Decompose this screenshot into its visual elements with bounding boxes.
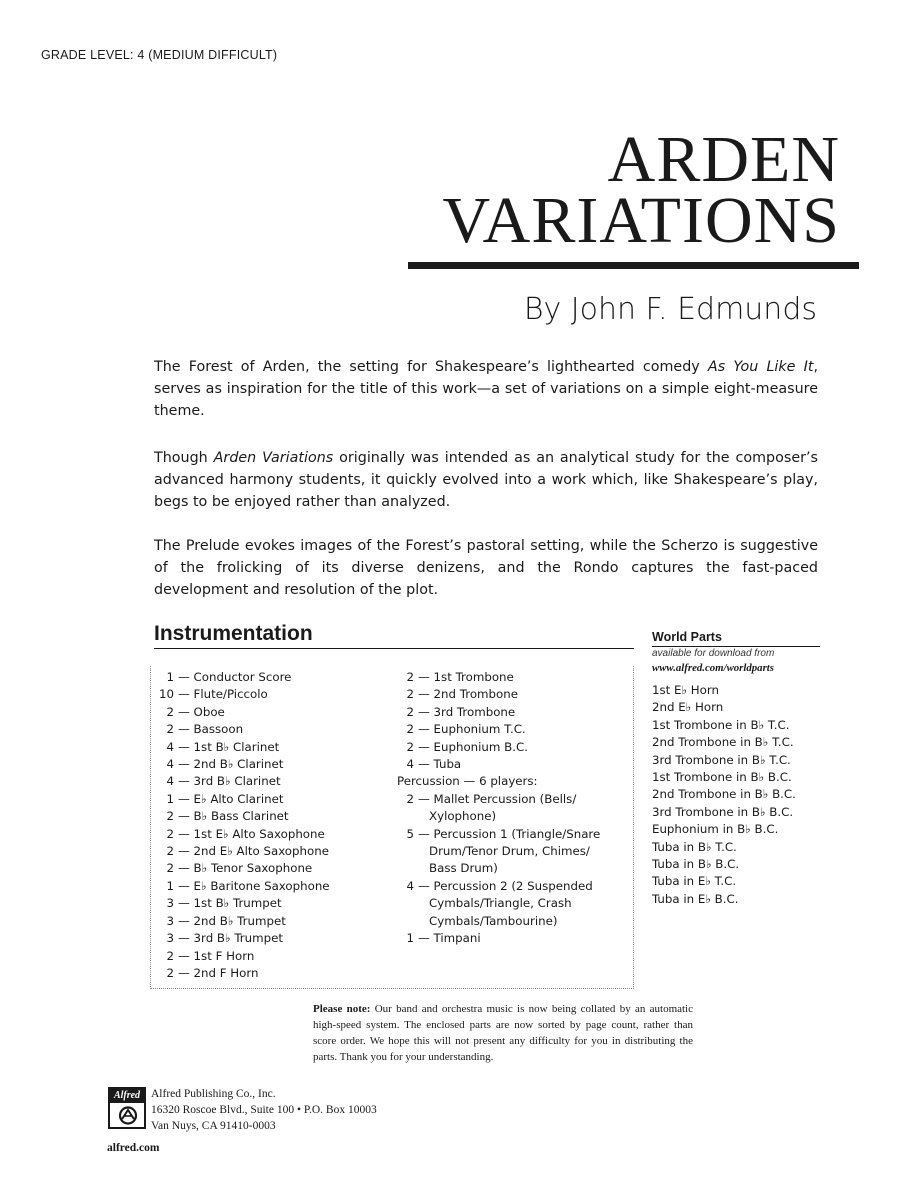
world-parts-availability: available for download from — [652, 648, 775, 659]
publisher-address — [151, 1086, 377, 1134]
instrument-count: 2 — [406, 687, 414, 702]
world-parts-list — [652, 682, 796, 908]
instrument-name: — 2nd E♭ Alto Saxophone — [178, 844, 329, 859]
instrument-name: — 2nd B♭ Trumpet — [178, 913, 286, 928]
instrument-count: 4 — [166, 757, 174, 772]
instrument-row — [397, 826, 637, 843]
instrument-count: 2 — [406, 791, 414, 806]
instrument-count: 2 — [406, 739, 414, 754]
instrument-row — [397, 913, 637, 930]
instrument-count: 1 — [406, 931, 414, 946]
alfred-logo — [108, 1087, 146, 1129]
instrument-count: 2 — [166, 809, 174, 824]
instrument-name: — Bassoon — [178, 722, 244, 737]
intro-paragraph-2 — [154, 447, 818, 513]
title-line-2: VARIATIONS — [442, 184, 840, 257]
world-part-item: 3rd Trombone in B♭ T.C. — [652, 752, 791, 767]
instrument-name: — 2nd F Horn — [178, 965, 259, 980]
logo-wordmark: Alfred — [110, 1089, 144, 1103]
instrument-count: 1 — [166, 791, 174, 806]
instrument-name: — 1st Trombone — [418, 670, 514, 684]
instrument-row — [397, 843, 637, 860]
instrument-name: — 1st B♭ Clarinet — [178, 739, 280, 754]
world-part-item: 2nd E♭ Horn — [652, 700, 724, 715]
instrument-row — [157, 948, 387, 965]
instrument-name: — B♭ Bass Clarinet — [178, 809, 289, 824]
instrument-name: — Euphonium T.C. — [418, 722, 526, 737]
instrument-name: — 3rd B♭ Clarinet — [178, 774, 281, 789]
instrument-name: — 1st F Horn — [178, 948, 255, 963]
instrument-name: — 2nd Trombone — [418, 687, 518, 702]
instrument-name: — Flute/Piccolo — [178, 687, 268, 702]
world-parts-url[interactable]: www.alfred.com/worldparts — [652, 662, 774, 674]
instrument-row — [157, 773, 387, 790]
instrument-row — [397, 791, 637, 808]
instrument-row — [397, 704, 637, 721]
instrument-count: 1 — [166, 670, 174, 684]
instrument-row — [397, 721, 637, 738]
instrument-row — [157, 721, 387, 738]
world-part-item: Tuba in E♭ B.C. — [652, 891, 739, 906]
instrument-name: — Mallet Percussion (Bells/ — [418, 791, 577, 806]
instrument-name: — 3rd Trombone — [418, 704, 516, 719]
instrument-name: — 2nd B♭ Clarinet — [178, 757, 284, 772]
instrument-row — [157, 965, 387, 982]
instrument-count: 2 — [166, 861, 174, 876]
note-text: Our band and orchestra music is now being collated by an automatic high-speed system. The enclosed parts are now sorted by page count, rather than score order. We hope this will not present any difficulty for you in distributing the parts. Thank you for your understanding. — [313, 1003, 694, 1063]
instrument-count: 4 — [406, 878, 414, 893]
world-parts-heading: World Parts — [652, 630, 722, 644]
instrument-name: Cymbals/Triangle, Crash — [429, 896, 572, 911]
instrument-name: Xylophone) — [429, 809, 497, 824]
instrument-name: — Percussion 2 (2 Suspended — [418, 878, 593, 893]
instrument-count: 2 — [406, 704, 414, 719]
world-part-item: 1st Trombone in B♭ T.C. — [652, 717, 790, 732]
instrument-list-col-1 — [157, 669, 387, 982]
grade-level: GRADE LEVEL: 4 (MEDIUM DIFFICULT) — [41, 48, 278, 62]
instrument-row — [157, 686, 387, 703]
p1-text-a: The Forest of Arden, the setting for Shakespeare’s lighthearted comedy — [154, 359, 708, 375]
world-part-item: Tuba in E♭ T.C. — [652, 874, 737, 889]
title-line-1: ARDEN — [607, 123, 840, 196]
instrument-row — [157, 913, 387, 930]
instrument-row — [397, 860, 637, 877]
instrument-list-col-2 — [397, 669, 637, 948]
instrument-row — [397, 930, 637, 947]
world-part-item: 2nd Trombone in B♭ B.C. — [652, 787, 796, 802]
world-part-item: 1st E♭ Horn — [652, 683, 720, 697]
instrument-count: 2 — [166, 844, 174, 859]
instrument-name: — 1st E♭ Alto Saxophone — [178, 826, 325, 841]
instrument-name: Cymbals/Tambourine) — [429, 913, 558, 928]
instrument-count: 4 — [166, 774, 174, 789]
instrument-row — [157, 704, 387, 721]
instrument-row — [397, 895, 637, 912]
intro-paragraph-3: The Prelude evokes images of the Forest’s pastoral setting, while the Scherzo is suggestive of the frolicking of its diverse denizens, and the Rondo captures the fast-paced development and resolution of the plot. — [154, 538, 818, 598]
instrument-name: — Tuba — [418, 757, 462, 772]
instrument-name: — Timpani — [418, 931, 481, 946]
instrument-row — [157, 791, 387, 808]
instrument-row — [397, 669, 637, 686]
p1-italic: As You Like It — [707, 359, 814, 375]
world-part-item: 1st Trombone in B♭ B.C. — [652, 770, 792, 785]
instrument-count: 2 — [406, 670, 414, 684]
instrument-name: — 1st B♭ Trumpet — [178, 896, 282, 911]
instrumentation-rule — [154, 648, 634, 649]
instrument-row — [397, 773, 637, 790]
world-part-item: Tuba in B♭ B.C. — [652, 857, 740, 872]
instrument-count: 1 — [166, 878, 174, 893]
instrument-name: Drum/Tenor Drum, Chimes/ — [429, 844, 590, 859]
instrument-name: — Euphonium B.C. — [418, 739, 528, 754]
note-label: Please note: — [313, 1003, 371, 1015]
instrument-row — [397, 808, 637, 825]
collation-note — [313, 1001, 693, 1065]
instrument-name: — 3rd B♭ Trumpet — [178, 931, 284, 946]
instrumentation-heading: Instrumentation — [154, 622, 313, 645]
instrument-count: 3 — [166, 896, 174, 911]
instrument-count: 2 — [166, 704, 174, 719]
instrument-name: Bass Drum) — [429, 861, 498, 876]
instrument-name: — E♭ Alto Clarinet — [178, 791, 284, 806]
instrument-name: — Percussion 1 (Triangle/Snare — [418, 826, 601, 841]
instrument-count: 5 — [406, 826, 414, 841]
instrument-count: 2 — [166, 948, 174, 963]
instrument-count: 4 — [166, 739, 174, 754]
world-part-item: 2nd Trombone in B♭ T.C. — [652, 735, 794, 750]
world-part-item: 3rd Trombone in B♭ B.C. — [652, 804, 794, 819]
logo-emblem-icon — [113, 1105, 143, 1126]
instrument-count: 10 — [158, 687, 174, 702]
instrument-count: 2 — [166, 826, 174, 841]
instrument-row — [157, 826, 387, 843]
instrument-row — [157, 756, 387, 773]
instrument-row — [157, 808, 387, 825]
instrument-name: — Conductor Score — [178, 670, 292, 684]
instrument-name: Percussion — 6 players: — [397, 774, 538, 789]
instrument-count: 2 — [166, 722, 174, 737]
instrument-row — [157, 669, 387, 686]
instrument-row — [157, 895, 387, 912]
author: By John F. Edmunds — [523, 292, 817, 327]
publisher-address-line-2: Van Nuys, CA 91410-0003 — [151, 1120, 276, 1132]
world-part-item: Euphonium in B♭ B.C. — [652, 822, 779, 837]
p2-text-a: Though — [154, 450, 214, 466]
instrument-count: 2 — [406, 722, 414, 737]
instrument-count: 3 — [166, 913, 174, 928]
p1-text-b: , serves as inspiration for the title of this work—a set of variations on a simple eight-measure theme. — [154, 359, 819, 419]
instrument-row — [157, 878, 387, 895]
intro-paragraph-1 — [154, 356, 818, 422]
publisher-name: Alfred Publishing Co., Inc. — [151, 1088, 276, 1100]
p2-text-b: originally was intended as an analytical study for the composer’s advanced harmony students, it quickly evolved into a work which, like Shakespeare’s play, begs to be enjoyed rather than analyzed. — [154, 450, 818, 510]
instrument-count: 3 — [166, 931, 174, 946]
instrument-row — [397, 756, 637, 773]
instrument-count: 4 — [406, 757, 414, 772]
instrument-row — [157, 860, 387, 877]
instrument-name: — Oboe — [178, 704, 225, 719]
instrument-row — [157, 739, 387, 756]
instrument-count: 2 — [166, 965, 174, 980]
instrument-row — [397, 878, 637, 895]
world-part-item: Tuba in B♭ T.C. — [652, 839, 737, 854]
p2-italic: Arden Variations — [213, 450, 334, 466]
publisher-address-line-1: 16320 Roscoe Blvd., Suite 100 • P.O. Box 10003 — [151, 1104, 377, 1116]
instrument-row — [397, 739, 637, 756]
instrument-row — [157, 843, 387, 860]
instrument-row — [157, 930, 387, 947]
instrument-name: — E♭ Baritone Saxophone — [178, 878, 330, 893]
title-rule — [408, 262, 859, 269]
instrument-row — [397, 686, 637, 703]
world-parts-rule — [652, 646, 820, 647]
publisher-website[interactable]: alfred.com — [107, 1142, 160, 1154]
instrument-name: — B♭ Tenor Saxophone — [178, 861, 313, 876]
